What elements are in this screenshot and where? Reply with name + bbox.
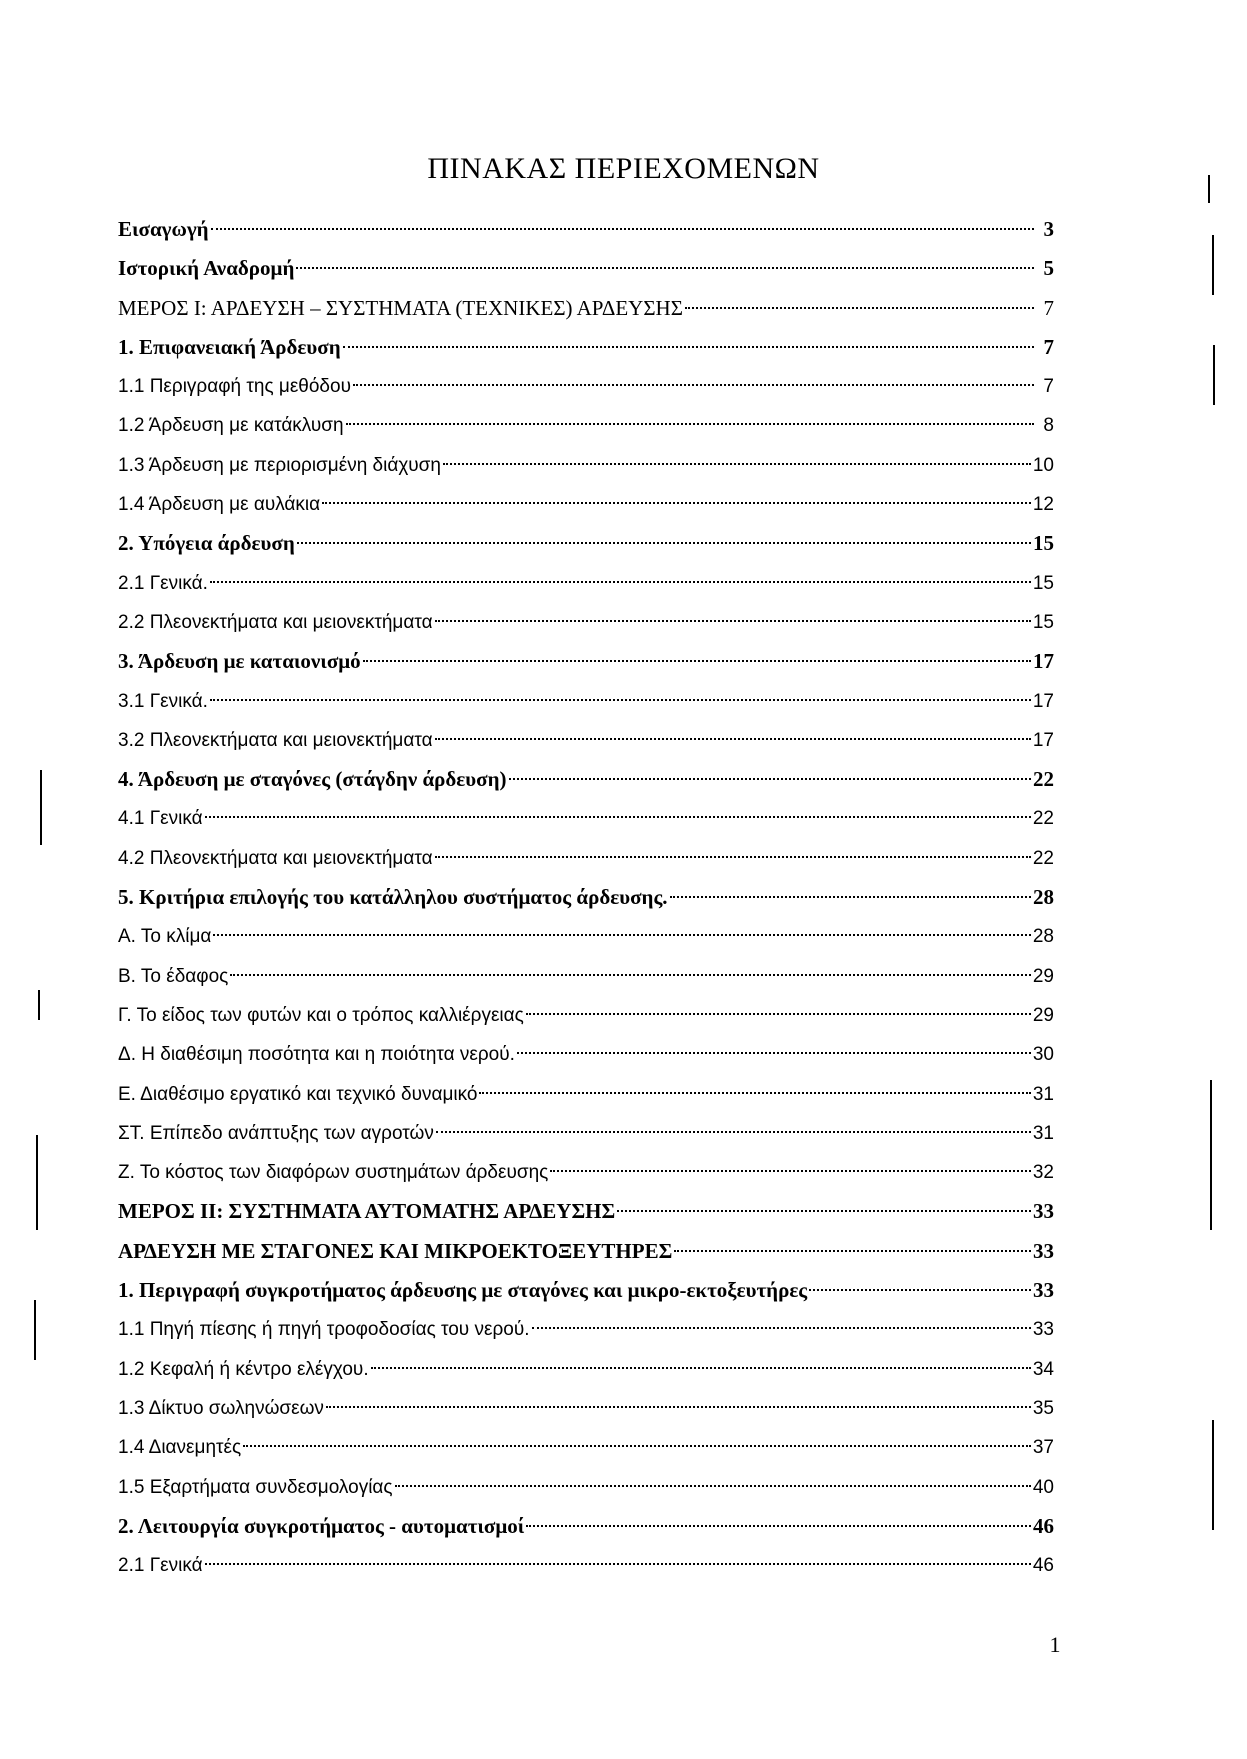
toc-entry[interactable] bbox=[118, 1271, 1054, 1310]
toc-entry-label: 1.1 Περιγραφή της μεθόδου bbox=[118, 376, 351, 398]
toc-dot-leader bbox=[436, 1131, 1031, 1133]
toc-entry[interactable] bbox=[118, 1310, 1054, 1349]
toc-entry[interactable] bbox=[118, 1428, 1054, 1467]
toc-title: ΠΙΝΑΚΑΣ ΠΕΡΙΕΧΟΜΕΝΩΝ bbox=[427, 152, 820, 185]
toc-dot-leader bbox=[517, 1052, 1031, 1054]
toc-dot-leader bbox=[205, 816, 1031, 818]
toc-entry-page: 29 bbox=[1032, 1004, 1054, 1026]
toc-entry-page: 28 bbox=[1033, 885, 1054, 910]
toc-entry-page: 15 bbox=[1032, 611, 1054, 633]
toc-entry[interactable] bbox=[118, 682, 1054, 721]
scan-mark-left-1 bbox=[40, 770, 42, 845]
toc-entry[interactable] bbox=[118, 367, 1054, 406]
toc-dot-leader bbox=[685, 307, 1034, 309]
toc-entry[interactable] bbox=[118, 1114, 1054, 1153]
toc-dot-leader bbox=[509, 778, 1031, 780]
toc-entry-page: 7 bbox=[1043, 295, 1054, 320]
toc-entry[interactable] bbox=[118, 1350, 1054, 1389]
toc-dot-leader bbox=[363, 660, 1031, 662]
toc-entry-label: Β. Το έδαφος bbox=[118, 965, 229, 987]
toc-entry[interactable] bbox=[118, 289, 1054, 328]
toc-dot-leader bbox=[213, 934, 1030, 936]
toc-list bbox=[118, 210, 1054, 1585]
toc-entry-page: 40 bbox=[1032, 1476, 1054, 1498]
toc-entry-label: 4. Άρδευση με σταγόνες (στάγδην άρδευση) bbox=[118, 767, 507, 792]
toc-entry[interactable] bbox=[118, 1232, 1054, 1271]
toc-entry[interactable] bbox=[118, 1192, 1054, 1231]
toc-dot-leader bbox=[326, 1406, 1031, 1408]
scan-mark-right-1 bbox=[1208, 175, 1210, 203]
toc-dot-leader bbox=[211, 228, 1034, 230]
toc-entry-page: 8 bbox=[1043, 415, 1054, 437]
toc-entry[interactable] bbox=[118, 721, 1054, 760]
toc-entry-page: 12 bbox=[1032, 494, 1054, 516]
toc-entry[interactable] bbox=[118, 406, 1054, 445]
toc-entry-page: 33 bbox=[1033, 1238, 1054, 1263]
toc-entry-label: Ζ. Το κόστος των διαφόρων συστημάτων άρδευσης bbox=[118, 1162, 549, 1184]
toc-entry[interactable] bbox=[118, 564, 1054, 603]
toc-entry-page: 22 bbox=[1032, 847, 1054, 869]
toc-dot-leader bbox=[371, 1367, 1031, 1369]
toc-dot-leader bbox=[343, 346, 1034, 348]
toc-entry-label: Α. Το κλίμα bbox=[118, 926, 212, 948]
toc-entry-page: 32 bbox=[1032, 1162, 1054, 1184]
toc-dot-leader bbox=[617, 1210, 1031, 1212]
toc-entry-page: 31 bbox=[1032, 1083, 1054, 1105]
toc-entry-page: 22 bbox=[1033, 767, 1054, 792]
toc-dot-leader bbox=[526, 1525, 1031, 1527]
toc-dot-leader bbox=[550, 1170, 1031, 1172]
toc-entry-label: ΣΤ. Επίπεδο ανάπτυξης των αγροτών bbox=[118, 1122, 434, 1144]
scan-mark-right-3 bbox=[1213, 345, 1215, 405]
toc-dot-leader bbox=[435, 738, 1031, 740]
toc-dot-leader bbox=[479, 1092, 1030, 1094]
toc-entry-page: 5 bbox=[1043, 256, 1054, 281]
scan-mark-right-4 bbox=[1210, 1080, 1212, 1230]
toc-entry[interactable] bbox=[118, 1507, 1054, 1546]
toc-entry-page: 29 bbox=[1032, 965, 1054, 987]
toc-entry-page: 31 bbox=[1032, 1122, 1054, 1144]
toc-dot-leader bbox=[230, 974, 1031, 976]
toc-entry-label: 3. Άρδευση με καταιονισμό bbox=[118, 649, 361, 674]
toc-dot-leader bbox=[670, 896, 1031, 898]
toc-entry-label: 2.2 Πλεονεκτήματα και μειονεκτήματα bbox=[118, 611, 433, 633]
toc-entry[interactable] bbox=[118, 799, 1054, 838]
toc-entry-label: 3.1 Γενικά. bbox=[118, 690, 208, 712]
toc-entry[interactable] bbox=[118, 210, 1054, 249]
toc-entry[interactable] bbox=[118, 1035, 1054, 1074]
toc-entry-label: Ιστορική Αναδρομή bbox=[118, 256, 295, 281]
toc-dot-leader bbox=[353, 384, 1034, 386]
toc-dot-leader bbox=[205, 1563, 1031, 1565]
toc-entry-label: 1.3 Άρδευση με περιορισμένη διάχυση bbox=[118, 454, 441, 476]
scan-mark-right-2 bbox=[1212, 235, 1214, 295]
scan-mark-left-3 bbox=[36, 1135, 38, 1230]
toc-entry[interactable] bbox=[118, 1389, 1054, 1428]
toc-entry-label: Ε. Διαθέσιμο εργατικό και τεχνικό δυναμικό bbox=[118, 1083, 478, 1105]
toc-entry-label: 2. Λειτουργία συγκροτήματος - αυτοματισμοί bbox=[118, 1513, 525, 1538]
toc-entry-page: 37 bbox=[1032, 1437, 1054, 1459]
toc-entry[interactable] bbox=[118, 1075, 1054, 1114]
toc-entry-label: 4.2 Πλεονεκτήματα και μειονεκτήματα bbox=[118, 847, 433, 869]
toc-entry-label: Δ. Η διαθέσιμη ποσότητα και η ποιότητα νερού. bbox=[118, 1044, 515, 1066]
scan-mark-left-4 bbox=[34, 1300, 36, 1360]
toc-entry[interactable] bbox=[118, 249, 1054, 288]
toc-entry-page: 10 bbox=[1032, 454, 1054, 476]
toc-entry-page: 33 bbox=[1032, 1319, 1054, 1341]
toc-entry[interactable] bbox=[118, 603, 1054, 642]
toc-entry-page: 30 bbox=[1032, 1044, 1054, 1066]
toc-entry-page: 15 bbox=[1032, 572, 1054, 594]
toc-entry[interactable] bbox=[118, 1153, 1054, 1192]
toc-entry-label: ΑΡΔΕΥΣΗ ΜΕ ΣΤΑΓΟΝΕΣ ΚΑΙ ΜΙΚΡΟΕΚΤΟΞΕΥΤΗΡΕΣ bbox=[118, 1238, 673, 1263]
toc-dot-leader bbox=[243, 1445, 1031, 1447]
toc-entry-page: 33 bbox=[1033, 1278, 1054, 1303]
toc-entry-label: 1.4 Διανεμητές bbox=[118, 1437, 242, 1459]
toc-dot-leader bbox=[210, 581, 1031, 583]
toc-dot-leader bbox=[435, 620, 1031, 622]
toc-entry-label: 4.1 Γενικά bbox=[118, 808, 203, 830]
toc-entry-page: 46 bbox=[1033, 1513, 1054, 1538]
toc-dot-leader bbox=[210, 699, 1031, 701]
toc-entry-label: 1. Περιγραφή συγκροτήματος άρδευσης με σταγόνες και μικρο-εκτοξευτήρες bbox=[118, 1278, 808, 1303]
toc-entry-label: 5. Κριτήρια επιλογής του κατάλληλου συστήματος άρδευσης. bbox=[118, 885, 668, 910]
toc-entry-page: 17 bbox=[1032, 729, 1054, 751]
toc-entry-page: 17 bbox=[1033, 649, 1054, 674]
scan-mark-right-5 bbox=[1212, 1420, 1214, 1530]
toc-entry-page: 15 bbox=[1033, 531, 1054, 556]
toc-entry-page: 7 bbox=[1043, 334, 1054, 359]
toc-dot-leader bbox=[297, 542, 1031, 544]
toc-dot-leader bbox=[674, 1250, 1031, 1252]
toc-entry-page: 17 bbox=[1032, 690, 1054, 712]
toc-entry-label: 1.1 Πηγή πίεσης ή πηγή τροφοδοσίας του νερού. bbox=[118, 1319, 530, 1341]
toc-entry-page: 34 bbox=[1032, 1358, 1054, 1380]
toc-entry[interactable] bbox=[118, 957, 1054, 996]
toc-entry[interactable] bbox=[118, 878, 1054, 917]
toc-entry-label: Εισαγωγή bbox=[118, 217, 209, 241]
toc-entry-page: 33 bbox=[1033, 1199, 1054, 1224]
toc-dot-leader bbox=[322, 502, 1031, 504]
page-number: 1 bbox=[1049, 1632, 1061, 1657]
toc-entry[interactable] bbox=[118, 1546, 1054, 1585]
toc-entry-label: 2.1 Γενικά. bbox=[118, 572, 208, 594]
toc-entry[interactable] bbox=[118, 328, 1054, 367]
toc-entry[interactable] bbox=[118, 839, 1054, 878]
toc-entry-page: 7 bbox=[1043, 376, 1054, 398]
toc-entry-label: 1.5 Εξαρτήματα συνδεσμολογίας bbox=[118, 1476, 393, 1498]
scan-mark-left-2 bbox=[38, 990, 40, 1020]
toc-entry-label: Γ. Το είδος των φυτών και ο τρόπος καλλιέργειας bbox=[118, 1004, 524, 1026]
toc-entry-page: 35 bbox=[1032, 1397, 1054, 1419]
toc-entry-label: ΜΕΡΟΣ Ι: ΑΡΔΕΥΣΗ – ΣΥΣΤΗΜΑΤΑ (ΤΕΧΝΙΚΕΣ) ΑΡΔΕΥΣΗΣ bbox=[118, 295, 683, 320]
toc-dot-leader bbox=[443, 463, 1031, 465]
toc-entry[interactable] bbox=[118, 1468, 1054, 1507]
toc-dot-leader bbox=[532, 1327, 1031, 1329]
toc-dot-leader bbox=[346, 423, 1034, 425]
toc-entry-label: 1.3 Δίκτυο σωληνώσεων bbox=[118, 1397, 324, 1419]
toc-entry-label: 1.2 Κεφαλή ή κέντρο ελέγχου. bbox=[118, 1358, 369, 1380]
toc-entry-page: 46 bbox=[1032, 1555, 1054, 1577]
toc-entry[interactable] bbox=[118, 642, 1054, 681]
toc-entry-page: 28 bbox=[1032, 926, 1054, 948]
toc-dot-leader bbox=[296, 267, 1034, 269]
toc-dot-leader bbox=[809, 1289, 1031, 1291]
toc-entry[interactable] bbox=[118, 485, 1054, 524]
toc-entry[interactable] bbox=[118, 524, 1054, 563]
toc-entry-page: 22 bbox=[1032, 808, 1054, 830]
toc-entry-label: 1.2 Άρδευση με κατάκλυση bbox=[118, 415, 344, 437]
toc-entry-label: 1.4 Άρδευση με αυλάκια bbox=[118, 494, 321, 516]
toc-entry[interactable] bbox=[118, 760, 1054, 799]
toc-entry-label: 3.2 Πλεονεκτήματα και μειονεκτήματα bbox=[118, 729, 433, 751]
toc-entry-label: ΜΕΡΟΣ ΙΙ: ΣΥΣΤΗΜΑΤΑ ΑΥΤΟΜΑΤΗΣ ΑΡΔΕΥΣΗΣ bbox=[118, 1199, 616, 1224]
toc-entry[interactable] bbox=[118, 996, 1054, 1035]
toc-dot-leader bbox=[435, 856, 1031, 858]
toc-entry-label: 1. Επιφανειακή Άρδευση bbox=[118, 334, 341, 359]
toc-dot-leader bbox=[526, 1013, 1031, 1015]
toc-entry[interactable] bbox=[118, 446, 1054, 485]
toc-entry-label: 2.1 Γενικά bbox=[118, 1555, 203, 1577]
toc-entry-label: 2. Υπόγεια άρδευση bbox=[118, 531, 295, 556]
toc-entry-page: 3 bbox=[1043, 217, 1054, 241]
toc-dot-leader bbox=[395, 1485, 1031, 1487]
toc-entry[interactable] bbox=[118, 917, 1054, 956]
